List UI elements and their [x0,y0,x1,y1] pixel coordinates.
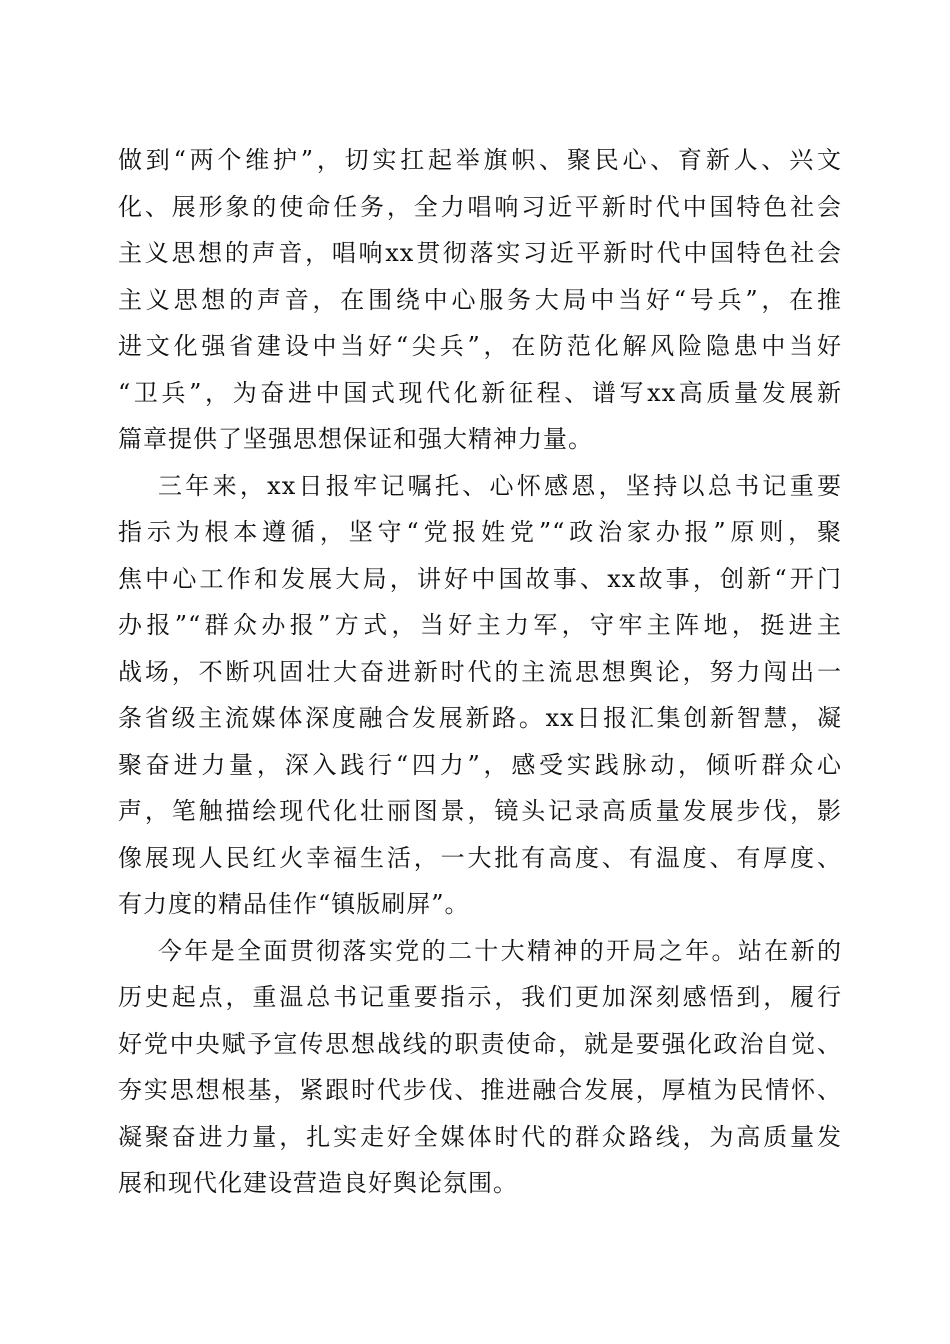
paragraph-3-line-2: 历史起点，重温总书记重要指示，我们更加深刻感悟到，履行 [118,983,842,1011]
paragraph-3-line-1: 今年是全面贯彻落实党的二十大精神的开局之年。站在新的 [158,936,842,965]
paragraph-2-line-8: 声，笔触描绘现代化壮丽图景，镜头记录高质量发展步伐，影 [118,797,842,825]
paragraph-3-line-6: 展和现代化建设营造良好舆论氛围。 [118,1169,518,1197]
paragraph-1-line-1: 做到“两个维护”，切实扛起举旗帜、聚民心、育新人、兴文 [118,146,842,174]
paragraph-2-line-7: 聚奋进力量，深入践行“四力”，感受实践脉动，倾听群众心 [118,750,842,779]
paragraph-2-line-2: 指示为根本遵循，坚守“党报姓党”“政治家办报”原则，聚 [118,518,842,546]
paragraph-2-line-1: 三年来，xx日报牢记嘱托、心怀感恩，坚持以总书记重要 [158,471,842,500]
paragraph-1-line-7: 篇章提供了坚强思想保证和强大精神力量。 [118,425,593,453]
paragraph-2-line-9: 像展现人民红火幸福生活，一大批有高度、有温度、有厚度、 [118,843,842,872]
paragraph-1-line-3: 主义思想的声音，唱响xx贯彻落实习近平新时代中国特色社会 [118,239,842,267]
paragraph-3-line-4: 夯实思想根基，紧跟时代步伐、推进融合发展，厚植为民情怀、 [118,1076,842,1104]
paragraph-1-line-5: 进文化强省建设中当好“尖兵”，在防范化解风险隐患中当好 [118,332,842,360]
paragraph-3-line-3: 好党中央赋予宣传思想战线的职责使命，就是要强化政治自觉、 [118,1029,842,1058]
paragraph-2-line-5: 战场，不断巩固壮大奋进新时代的主流思想舆论，努力闯出一 [118,657,842,686]
paragraph-1-line-4: 主义思想的声音，在围绕中心服务大局中当好“号兵”，在推 [118,285,842,314]
paragraph-1-line-6: “卫兵”，为奋进中国式现代化新征程、谱写xx高质量发展新 [118,378,842,407]
body-text [118,137,842,1207]
paragraph-2-line-10: 有力度的精品佳作“镇版刷屏”。 [118,890,470,918]
paragraph-3-line-5: 凝聚奋进力量，扎实走好全媒体时代的群众路线，为高质量发 [118,1122,842,1151]
paragraph-2-line-4: 办报”“群众办报”方式，当好主力军，守牢主阵地，挺进主 [118,611,842,639]
paragraph-1-line-2: 化、展形象的使命任务，全力唱响习近平新时代中国特色社会 [118,192,842,221]
paragraph-2-line-6: 条省级主流媒体深度融合发展新路。xx日报汇集创新智慧，凝 [118,704,842,732]
paragraph-2-line-3: 焦中心工作和发展大局，讲好中国故事、xx故事，创新“开门 [118,564,842,593]
